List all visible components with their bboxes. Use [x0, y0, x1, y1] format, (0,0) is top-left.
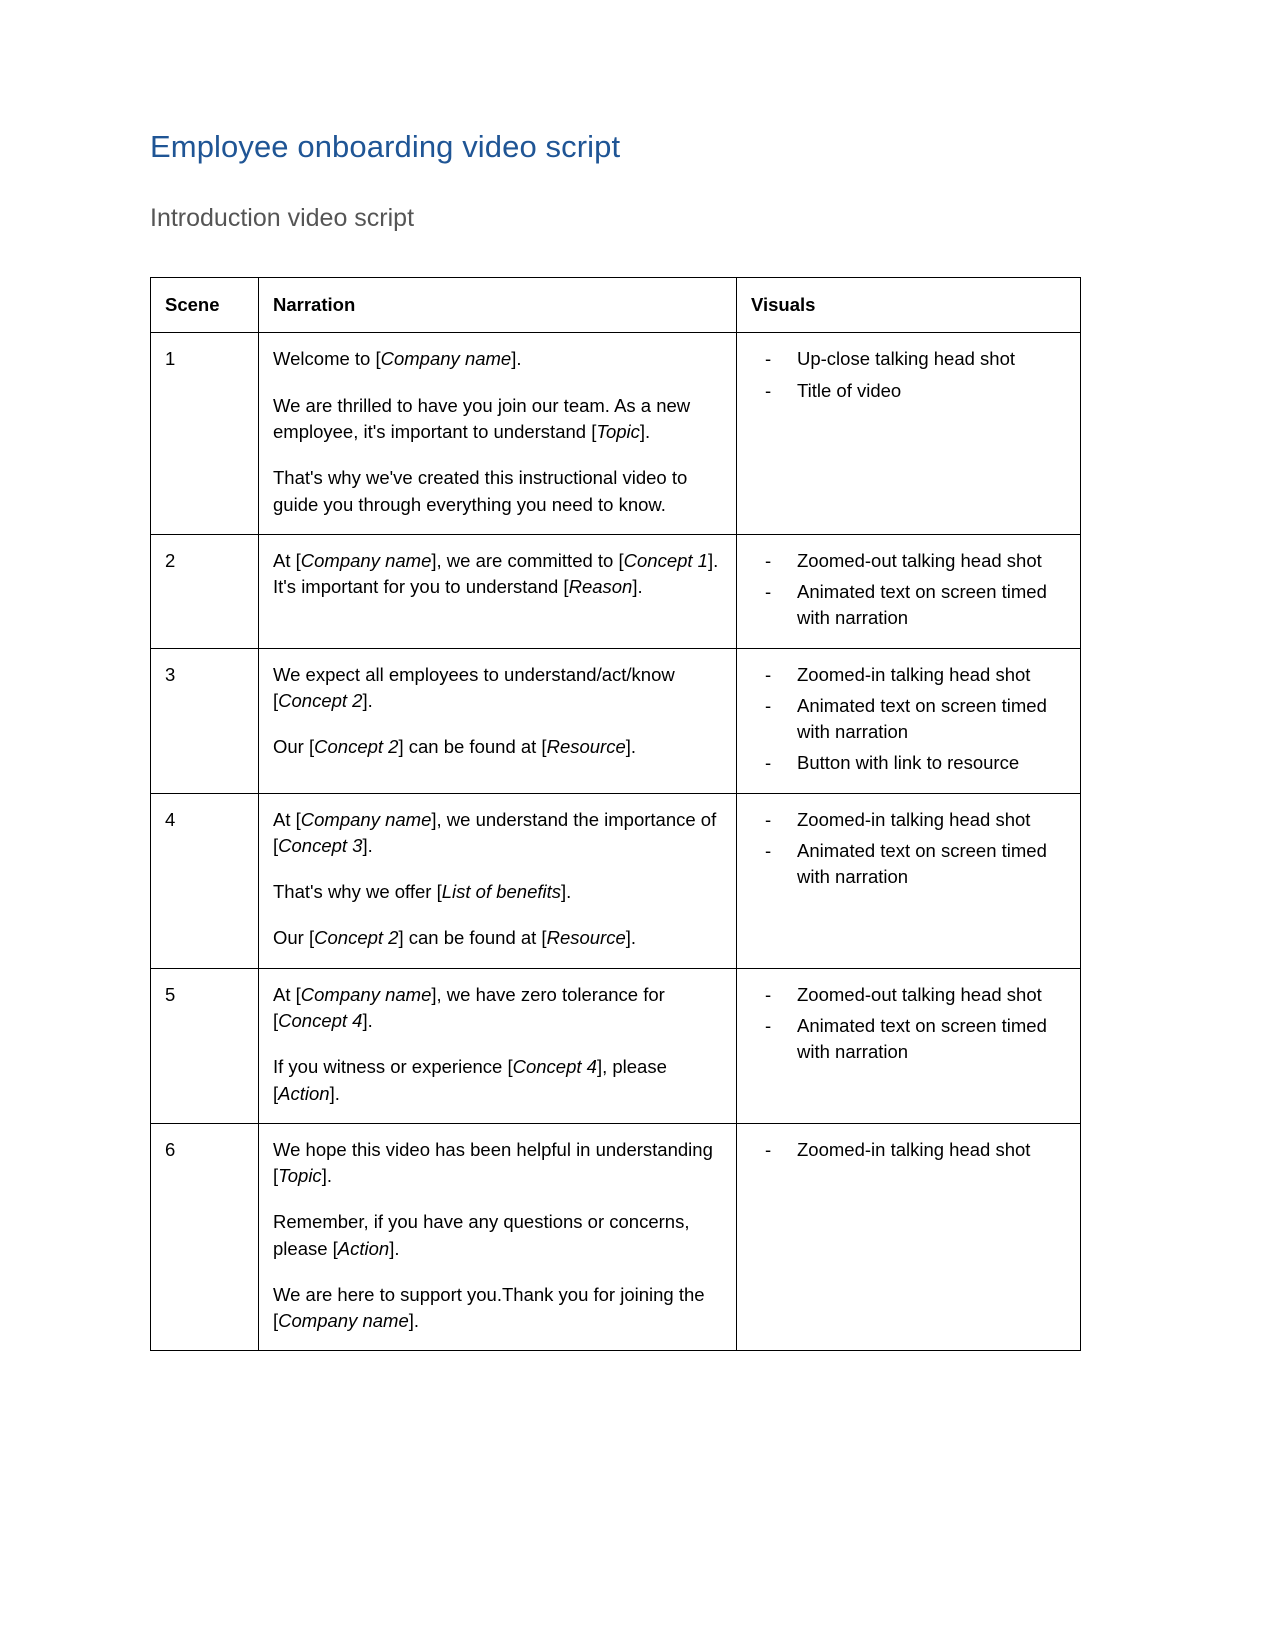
visual-item-label: Zoomed-in talking head shot — [797, 663, 1031, 685]
placeholder-token: Resource — [546, 927, 626, 949]
dash-bullet-icon: - — [765, 983, 772, 1005]
narration-text: ], please [ — [273, 1056, 667, 1104]
narration-text: ]. — [625, 927, 637, 949]
narration-paragraph — [273, 662, 722, 715]
placeholder-token: Action — [278, 1082, 330, 1104]
visual-item-label: Zoomed-in talking head shot — [797, 808, 1031, 830]
table-row — [151, 534, 1081, 648]
column-header-scene: Scene — [151, 278, 259, 333]
narration-paragraph — [273, 393, 722, 446]
visuals-list — [751, 1137, 1066, 1163]
placeholder-token: Company name — [278, 1310, 409, 1332]
narration-text: Welcome to [ — [273, 348, 381, 370]
placeholder-token: Concept 2 — [278, 689, 363, 711]
cell-scene-number: 4 — [151, 793, 259, 968]
narration-text: ], we understand the importance of [ — [273, 808, 717, 856]
narration-text: We expect all employees to understand/act/know [ — [273, 663, 675, 711]
dash-bullet-icon: - — [765, 348, 772, 370]
cell-scene-number: 3 — [151, 648, 259, 793]
page-subtitle: Introduction video script — [150, 204, 415, 233]
cell-scene-number: 2 — [151, 534, 259, 648]
table-body — [151, 333, 1081, 1351]
narration-paragraph — [273, 465, 722, 518]
narration-text: ]. — [362, 834, 373, 856]
placeholder-token: Concept 3 — [278, 834, 363, 856]
narration-text: ], we have zero tolerance for [ — [273, 983, 665, 1031]
list-item — [751, 548, 1066, 574]
dash-bullet-icon: - — [765, 1138, 772, 1160]
placeholder-token: Concept 4 — [278, 1009, 363, 1031]
narration-text: ]. — [362, 689, 373, 711]
list-item — [751, 1137, 1066, 1163]
list-item — [751, 982, 1066, 1008]
narration-text: ]. — [329, 1082, 340, 1104]
narration-text: ]. — [408, 1310, 420, 1332]
narration-paragraph — [273, 925, 722, 951]
visuals-list — [751, 548, 1066, 632]
placeholder-token: Company name — [300, 808, 432, 830]
visual-item-label: Animated text on screen timed with narration — [797, 694, 1047, 743]
dash-bullet-icon: - — [765, 581, 772, 603]
narration-paragraph — [273, 346, 722, 372]
narration-text: Our [ — [273, 927, 315, 949]
script-table — [150, 277, 1081, 1351]
placeholder-token: List of benefits — [441, 881, 562, 903]
visual-item-label: Title of video — [797, 379, 902, 401]
list-item — [751, 662, 1066, 688]
cell-scene-number: 5 — [151, 968, 259, 1123]
dash-bullet-icon: - — [765, 752, 772, 774]
narration-text: ] can be found at [ — [398, 927, 547, 949]
visual-item-label: Button with link to resource — [797, 752, 1020, 774]
narration-text: Remember, if you have any questions or concerns, please [ — [273, 1211, 690, 1259]
narration-text: We are here to support you.Thank you for joining the [ — [273, 1283, 705, 1332]
dash-bullet-icon: - — [765, 663, 772, 685]
placeholder-token: Reason — [568, 576, 633, 598]
cell-visuals — [737, 793, 1081, 968]
column-header-visuals: Visuals — [737, 278, 1081, 333]
cell-scene-number: 1 — [151, 333, 259, 534]
visual-item-label: Zoomed-in talking head shot — [797, 1138, 1031, 1160]
table-row — [151, 648, 1081, 793]
placeholder-token: Resource — [546, 736, 626, 758]
dash-bullet-icon: - — [765, 808, 772, 830]
narration-text: ]. — [632, 576, 643, 598]
cell-visuals — [737, 648, 1081, 793]
narration-paragraph — [273, 1054, 722, 1107]
narration-paragraph — [273, 1209, 722, 1262]
placeholder-token: Topic — [278, 1165, 322, 1187]
narration-paragraph — [273, 879, 722, 905]
visuals-list — [751, 662, 1066, 777]
table-row — [151, 333, 1081, 534]
narration-text: ]. — [561, 881, 572, 903]
narration-paragraph — [273, 734, 722, 760]
visual-item-label: Up-close talking head shot — [797, 348, 1016, 370]
cell-visuals — [737, 1123, 1081, 1351]
narration-text: We hope this video has been helpful in understanding [ — [273, 1138, 713, 1187]
placeholder-token: Concept 1 — [623, 549, 708, 571]
cell-narration — [259, 1123, 737, 1351]
list-item — [751, 378, 1066, 404]
placeholder-token: Topic — [596, 420, 640, 442]
list-item — [751, 838, 1066, 891]
dash-bullet-icon: - — [765, 1014, 772, 1036]
narration-text: At [ — [273, 549, 301, 571]
narration-text: We are thrilled to have you join our team. As a new employee, it's important to understand [ — [273, 394, 691, 442]
narration-text: At [ — [273, 983, 301, 1005]
placeholder-token: Concept 2 — [314, 736, 399, 758]
table-row — [151, 793, 1081, 968]
placeholder-token: Concept 2 — [314, 927, 399, 949]
column-header-narration: Narration — [259, 278, 737, 333]
narration-paragraph — [273, 1137, 722, 1190]
narration-paragraph — [273, 1282, 722, 1335]
visuals-list — [751, 807, 1066, 891]
cell-visuals — [737, 534, 1081, 648]
list-item — [751, 1013, 1066, 1066]
narration-text: That's why we offer [ — [273, 881, 442, 903]
cell-scene-number: 6 — [151, 1123, 259, 1351]
dash-bullet-icon: - — [765, 379, 772, 401]
narration-paragraph — [273, 807, 722, 860]
visual-item-label: Animated text on screen timed with narration — [797, 839, 1047, 888]
narration-paragraph — [273, 548, 722, 601]
visual-item-label: Animated text on screen timed with narration — [797, 1014, 1047, 1063]
cell-narration — [259, 968, 737, 1123]
visual-item-label: Animated text on screen timed with narration — [797, 581, 1047, 629]
cell-narration — [259, 648, 737, 793]
narration-text: ]. — [511, 348, 522, 370]
list-item — [751, 750, 1066, 776]
cell-visuals — [737, 333, 1081, 534]
placeholder-token: Company name — [300, 983, 432, 1005]
narration-text: At [ — [273, 808, 301, 830]
placeholder-token: Company name — [300, 549, 432, 571]
narration-text: ]. It's important for you to understand [ — [273, 549, 719, 598]
narration-text: Our [ — [273, 736, 315, 758]
visual-item-label: Zoomed-out talking head shot — [797, 549, 1042, 571]
dash-bullet-icon: - — [765, 839, 772, 861]
narration-text: If you witness or experience [ — [273, 1056, 513, 1078]
narration-text: ]. — [389, 1237, 400, 1259]
table-row — [151, 968, 1081, 1123]
list-item — [751, 693, 1066, 746]
visuals-list — [751, 982, 1066, 1066]
cell-narration — [259, 534, 737, 648]
narration-text: ]. — [625, 736, 637, 758]
narration-text: ]. — [639, 420, 651, 442]
dash-bullet-icon: - — [765, 694, 772, 716]
visual-item-label: Zoomed-out talking head shot — [797, 983, 1042, 1005]
visuals-list — [751, 346, 1066, 404]
narration-paragraph — [273, 982, 722, 1035]
table-header-row — [151, 278, 1081, 333]
table-row — [151, 1123, 1081, 1351]
dash-bullet-icon: - — [765, 549, 772, 571]
placeholder-token: Concept 4 — [512, 1056, 597, 1078]
narration-text: That's why we've created this instructional video to guide you through everything you need to know. — [273, 467, 688, 515]
narration-text: ]. — [321, 1165, 332, 1187]
placeholder-token: Company name — [380, 348, 512, 370]
list-item — [751, 807, 1066, 833]
page-title: Employee onboarding video script — [150, 129, 621, 164]
list-item — [751, 346, 1066, 372]
cell-narration — [259, 793, 737, 968]
narration-text: ] can be found at [ — [398, 736, 547, 758]
placeholder-token: Action — [337, 1237, 390, 1259]
list-item — [751, 579, 1066, 632]
narration-text: ], we are committed to [ — [431, 549, 624, 571]
cell-narration — [259, 333, 737, 534]
narration-text: ]. — [362, 1009, 373, 1031]
cell-visuals — [737, 968, 1081, 1123]
